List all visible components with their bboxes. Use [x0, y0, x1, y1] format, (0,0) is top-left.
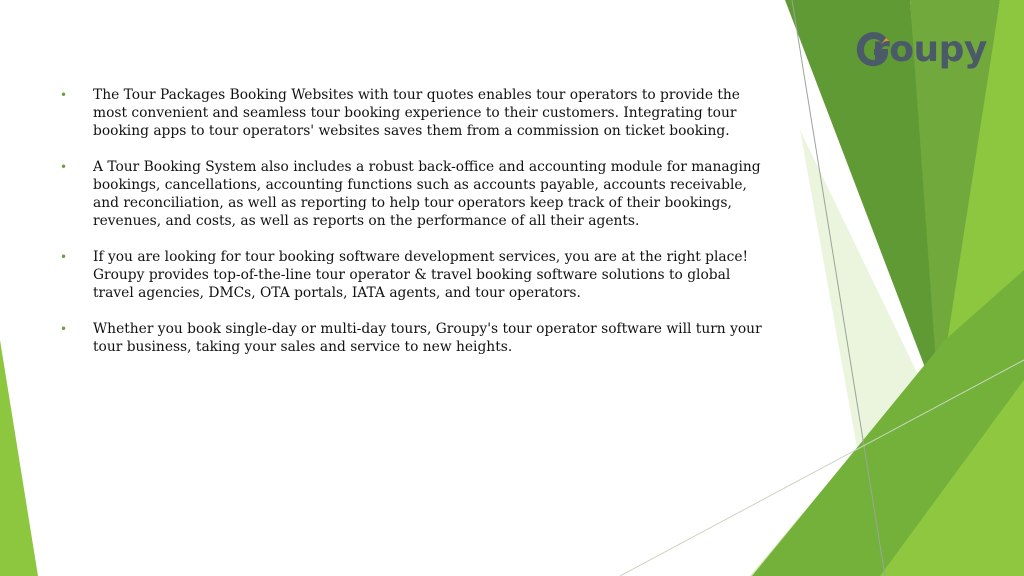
bullet-list [60, 86, 772, 356]
left-green-sliver [0, 340, 38, 576]
bullet-icon: • [60, 322, 68, 336]
bullet-text: The Tour Packages Booking Websites with tour quotes enables tour operators to provide the most convenient and seamless tour booking experience to their customers. Integrating tour booking apps to tour operators' websites saves them from a commission on ticket booking. [93, 87, 740, 139]
slide-content [60, 86, 772, 374]
bullet-icon: • [60, 88, 68, 102]
logo-wordmark: roupy [872, 29, 987, 70]
groupy-logo [852, 24, 998, 76]
bullet-item-4 [60, 320, 772, 356]
bullet-item-1 [60, 86, 772, 140]
bullet-text: A Tour Booking System also includes a robust back-office and accounting module for managing bookings, cancellations, accounting functions such as accounts payable, accounts receivable, and reconciliation, as well as reporting to help tour operators keep track of their bookings, revenues, and costs, as well as reports on the performance of all their agents. [93, 159, 761, 229]
bullet-icon: • [60, 250, 68, 264]
bullet-text: If you are looking for tour booking software development services, you are at the right place! Groupy provides top-of-the-line tour operator & travel booking software solutions to global travel agencies, DMCs, OTA portals, IATA agents, and tour operators. [93, 249, 749, 301]
bullet-text: Whether you book single-day or multi-day tours, Groupy's tour operator software will turn your tour business, taking your sales and service to new heights. [93, 321, 762, 355]
bullet-item-2 [60, 158, 772, 230]
bullet-icon: • [60, 160, 68, 174]
bullet-item-3 [60, 248, 772, 302]
